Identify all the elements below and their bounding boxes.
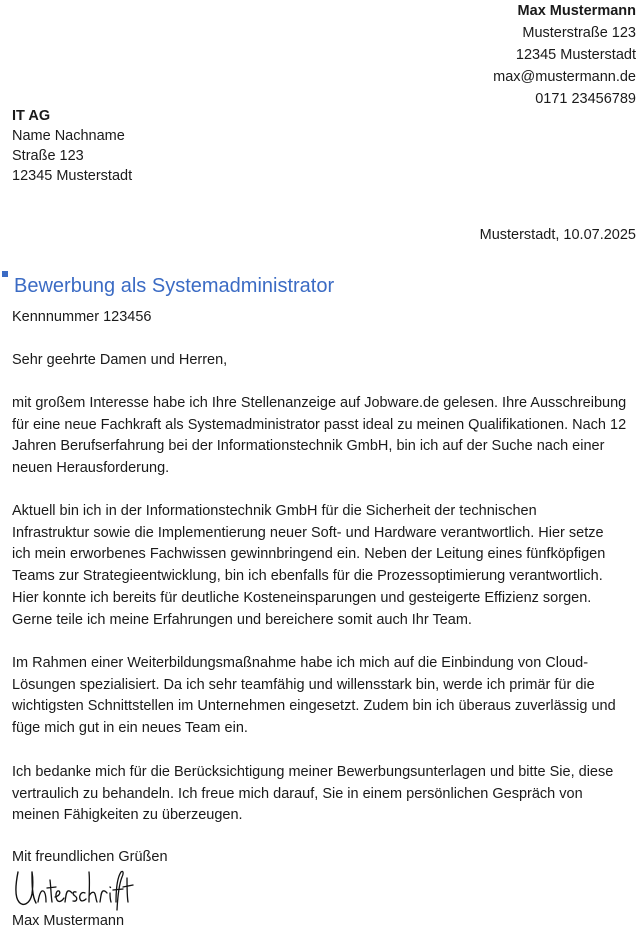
sender-city: 12345 Musterstadt	[515, 47, 636, 63]
recipient-company: IT AG	[12, 108, 51, 124]
sender-phone: 0171 23456789	[535, 91, 636, 107]
recipient-street: Straße 123	[12, 148, 84, 164]
body-paragraph: Ich bedanke mich für die Berücksichtigung meiner Bewerbungsunterlagen und bitte Sie, diese vertraulich zu behandeln. Ich freue mich darauf, Sie in einem persönlichen Gespräch von meinen Fähigkeiten zu überzeugen.	[12, 764, 614, 824]
body-paragraph: mit großem Interesse habe ich Ihre Stellenanzeige auf Jobware.de gelesen. Ihre Ausschreibung für eine neue Fachkraft als Systemadministrator passt ideal zu meinen Qualifikationen. Nach 12 Jahren Berufserfahrung bei der Informationstechnik GmbH, bin ich auf der Suche nach einer neuen Herausforderung.	[12, 395, 627, 477]
letter-date: Musterstadt, 10.07.2025	[479, 227, 636, 243]
sender-name: Max Mustermann	[517, 3, 636, 19]
recipient-block	[12, 106, 132, 186]
body-paragraph: Im Rahmen einer Weiterbildungsmaßnahme habe ich mich auf die Einbindung von Cloud- Lösungen spezialisiert. Da ich sehr teamfähig und willensstark bin, werde ich primär für die wichtigsten Schnittstellen im Unternehmen eingesetzt. Zudem bin ich überaus zuverlässig und füge mich gut in ein neues Team ein.	[12, 655, 616, 737]
reference-number: Kennnummer 123456	[12, 309, 152, 325]
sender-email: max@mustermann.de	[493, 69, 636, 85]
closing-phrase: Mit freundlichen Grüßen	[12, 849, 168, 865]
signer-name: Max Mustermann	[12, 913, 125, 929]
recipient-contact: Name Nachname	[12, 128, 125, 144]
recipient-city: 12345 Musterstadt	[12, 168, 133, 184]
sender-block	[493, 0, 636, 110]
handwritten-signature	[10, 866, 135, 914]
body-paragraph: Aktuell bin ich in der Informationstechnik GmbH für die Sicherheit der technischen Infrastruktur sowie die Implementierung neuer Soft- und Hardware verantwortlich. Hier setze ich mein erworbenes Fachwissen gewinnbringend ein. Neben der Leitung eines fünfköpfigen Teams zur Strategieentwicklung, bin ich ebenfalls für die Prozessoptimierung verantwortlich. Hier konnte ich bereits für deutliche Kosteneinsparungen und gesteigerte Effizienz sorgen. Gerne teile ich meine Erfahrungen und bereichere somit auch Ihr Team.	[12, 503, 606, 628]
salutation: Sehr geehrte Damen und Herren,	[12, 352, 228, 368]
subject-marker	[2, 271, 8, 277]
letter-subject: Bewerbung als Systemadministrator	[14, 275, 335, 297]
sender-street: Musterstraße 123	[522, 25, 636, 41]
